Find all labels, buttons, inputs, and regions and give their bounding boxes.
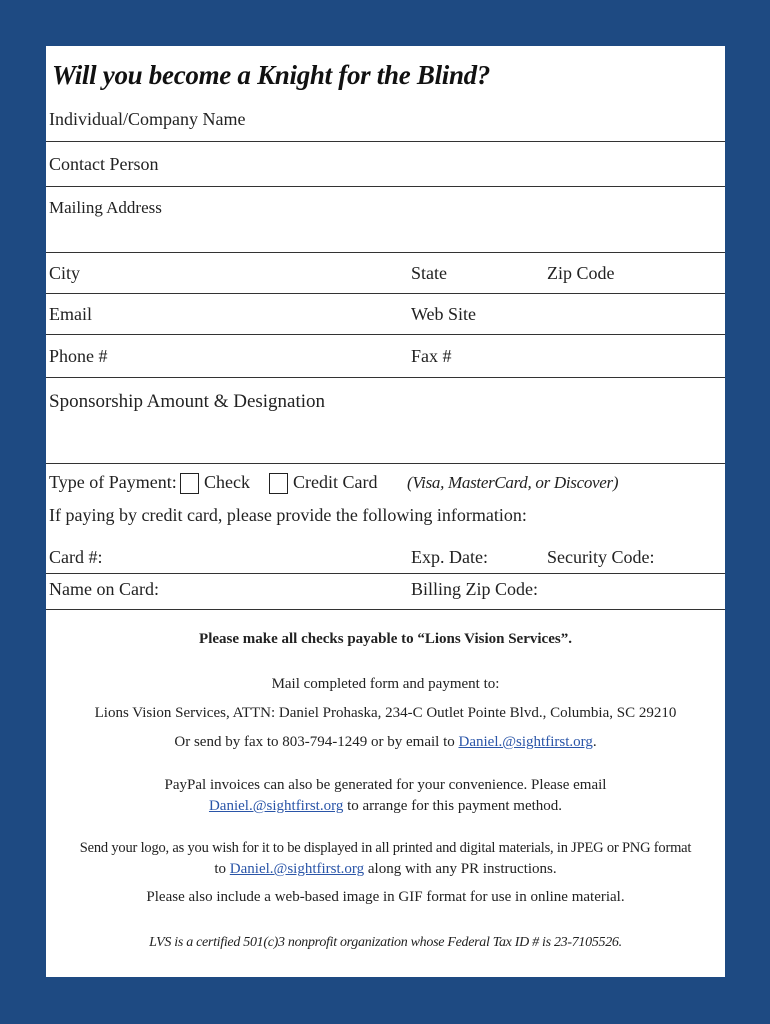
fax-email-line <box>46 734 725 751</box>
logo-line-2 <box>46 861 725 878</box>
state-label: State <box>411 263 447 283</box>
logo-email-link[interactable]: Daniel.@sightfirst.org <box>229 861 365 877</box>
sponsorship-form <box>46 46 725 977</box>
email-label: Email <box>49 304 92 324</box>
paypal-email-link[interactable]: Daniel.@sightfirst.org <box>208 798 344 814</box>
paypal-line-2-suffix: to arrange for this payment method. <box>343 798 563 814</box>
nonprofit-note: LVS is a certified 501(c)3 nonprofit organization whose Federal Tax ID # is 23-7105526. <box>149 935 622 950</box>
divider <box>46 293 725 294</box>
individual-company-name-label: Individual/Company Name <box>49 109 246 129</box>
zip-code-label: Zip Code <box>547 263 615 283</box>
mailing-address-label: Mailing Address <box>49 198 162 217</box>
type-of-payment-label: Type of Payment: <box>49 472 177 492</box>
divider <box>46 334 725 335</box>
divider <box>46 463 725 464</box>
divider <box>46 609 725 610</box>
exp-date-label: Exp. Date: <box>411 547 488 567</box>
divider <box>46 252 725 253</box>
mailing-address-text: Lions Vision Services, ATTN: Daniel Prohaska, 234-C Outlet Pointe Blvd., Columbia, SC 29210 <box>94 705 677 721</box>
fax-email-prefix: Or send by fax to 803-794-1249 or by email to <box>174 734 459 750</box>
divider <box>46 377 725 378</box>
gif-image-note: Please also include a web-based image in GIF format for use in online material. <box>146 889 625 905</box>
name-on-card-label: Name on Card: <box>49 579 159 599</box>
contact-person-label: Contact Person <box>49 154 159 174</box>
credit-card-label: Credit Card <box>293 472 378 492</box>
billing-zip-label: Billing Zip Code: <box>411 579 539 599</box>
logo-line-1: Send your logo, as you wish for it to be displayed in all printed and digital materials, in JPEG or PNG format <box>79 840 692 856</box>
card-types-note: (Visa, MasterCard, or Discover) <box>407 473 619 492</box>
fax-label: Fax # <box>411 346 452 366</box>
web-site-label: Web Site <box>411 304 477 324</box>
fax-email-suffix: . <box>592 734 597 750</box>
logo-prefix: to <box>214 861 230 877</box>
paypal-line-2 <box>46 798 725 815</box>
security-code-label: Security Code: <box>547 547 655 567</box>
paypal-line-1: PayPal invoices can also be generated for your convenience. Please email <box>164 777 607 793</box>
check-checkbox[interactable] <box>180 473 199 494</box>
phone-label: Phone # <box>49 346 108 366</box>
checks-payable-note: Please make all checks payable to “Lions Vision Services”. <box>199 631 572 647</box>
logo-suffix: along with any PR instructions. <box>364 861 557 877</box>
check-label: Check <box>204 472 250 492</box>
divider <box>46 141 725 142</box>
sponsorship-label: Sponsorship Amount & Designation <box>49 391 326 412</box>
mail-completed-note: Mail completed form and payment to: <box>271 676 500 692</box>
email-link[interactable]: Daniel.@sightfirst.org <box>458 734 593 750</box>
divider <box>46 573 725 574</box>
credit-info-prompt: If paying by credit card, please provide the following information: <box>49 505 527 525</box>
credit-card-checkbox[interactable] <box>269 473 288 494</box>
form-title: Will you become a Knight for the Blind? <box>52 60 491 90</box>
city-label: City <box>49 263 81 283</box>
divider <box>46 186 725 187</box>
card-number-label: Card #: <box>49 547 103 567</box>
